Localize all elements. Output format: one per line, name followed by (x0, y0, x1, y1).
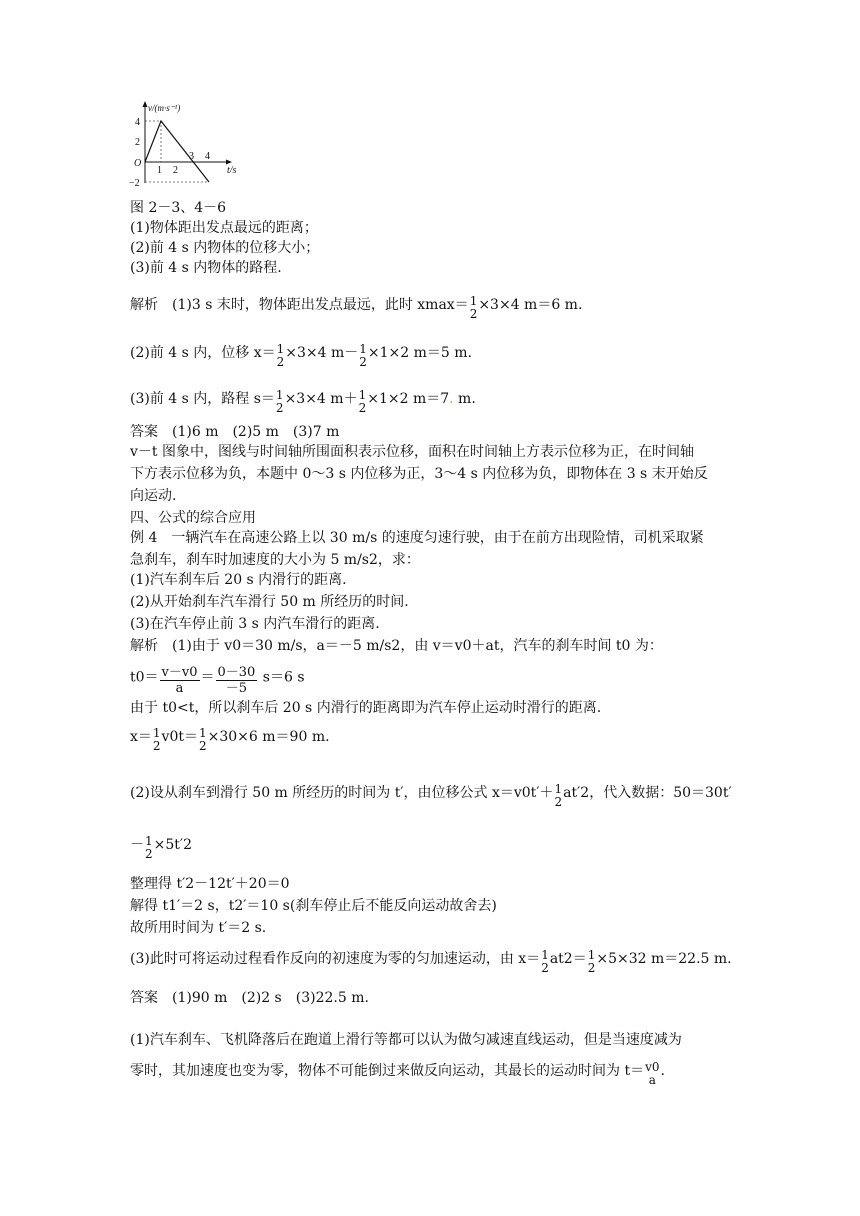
note-1-line-1: v－t 图象中，图线与时间轴所围面积表示位移，面积在时间轴上方表示位移为正，在时间轴 (130, 444, 694, 460)
note-1-line-3: 向运动. (130, 488, 177, 504)
y-axis-label: v/(m·s⁻¹) (148, 103, 181, 113)
note-1-line-2: 下方表示位移为负，本题中 0～3 s 内位移为正，3～4 s 内位移为负，即物体在 3 s 末开始反 (130, 466, 708, 482)
y-tick-neg2: −2 (129, 178, 140, 189)
y-tick-4: 4 (135, 117, 140, 128)
y-tick-2: 2 (135, 137, 140, 148)
t0-equation: t0＝ $\frac{v-v0}{a}$ ＝ $\frac{0-30}{-5}$ s＝6 s (130, 665, 305, 696)
x-equation: x＝ 1 2 v0t＝ 1 2 ×30×6 m＝90 m. (130, 726, 330, 753)
example-4-line-2: 急刹车，刹车时加速度的大小为 5 m/s2，求： (130, 552, 420, 568)
t0-note: 由于 t0<t，所以刹车后 20 s 内滑行的距离即为汽车停止运动时滑行的距离. (130, 700, 602, 716)
x-tick-4: 4 (205, 151, 210, 162)
solve-line: 解得 t1′＝2 s，t2′＝10 s(刹车停止后不能反向运动故舍去) (130, 898, 497, 914)
simplify-line: 整理得 t′2－12t′＋20＝0 (130, 876, 290, 892)
solution-3: (3)前 4 s 内，路程 s＝ 1 2 ×3×4 m＋ 1 2 ×1×2 m＝7. m. (130, 388, 476, 415)
example-4-question-3: (3)在汽车停止前 3 s 内汽车滑行的距离. (130, 616, 380, 632)
example-4-line-1: 例 4 一辆汽车在高速公路上以 30 m/s 的速度匀速行驶，由于在前方出现险情，司机采取紧 (130, 530, 704, 546)
question-1: (1)物体距出发点最远的距离； (130, 220, 318, 236)
note-2-line-1: (1)汽车刹车、飞机降落后在跑道上滑行等都可以认为做匀减速直线运动，但是当速度减为 (130, 1032, 682, 1048)
question-2: (2)前 4 s 内物体的位移大小； (130, 240, 320, 256)
solution-2: (2)前 4 s 内，位移 x＝ 1 2 ×3×4 m－ 1 2 ×1×2 m＝5 m. (130, 342, 473, 369)
answer-1: 答案 (1)6 m (2)5 m (3)7 m (130, 424, 340, 440)
note-2-line-2: 零时，其加速度也变为零，物体不可能倒过来做反向运动，其最长的运动时间为 t＝ v0 a . (130, 1060, 665, 1087)
part-2-line-1: (2)设从刹车到滑行 50 m 所经历的时间为 t′，由位移公式 x＝v0t′＋ 1 2 at′2，代入数据：50＝30t′ (130, 782, 732, 809)
section-heading: 四、公式的综合应用 (130, 510, 256, 526)
part-3: (3)此时可将运动过程看作反向的初速度为零的匀加速运动，由 x＝ 1 2 at2＝ 1 2 ×5×32 m＝22.5 m. (130, 948, 732, 975)
example-4-solution-1: 解析 (1)由于 v0＝30 m/s，a＝－5 m/s2，由 v＝v0＋at，汽车的刹车时间 t0 为： (130, 638, 663, 654)
solution-1: 解析 (1)3 s 末时，物体距出发点最远，此时 xmax＝ 1 2 ×3×4 m＝6 m. (130, 294, 583, 321)
conclusion-line: 故所用时间为 t′＝2 s. (130, 920, 267, 936)
figure-caption: 图 2－3、4－6 (130, 200, 227, 216)
origin-label: O (134, 158, 142, 169)
part-2-line-2: － 1 2 ×5t′2 (130, 834, 192, 861)
example-4-question-2: (2)从开始刹车汽车滑行 50 m 所经历的时间. (130, 594, 409, 610)
velocity-time-graph (128, 98, 258, 190)
x-tick-2: 2 (173, 165, 178, 176)
example-4-question-1: (1)汽车刹车后 20 s 内滑行的距离. (130, 572, 347, 588)
x-tick-3: 3 (189, 151, 194, 162)
question-3: (3)前 4 s 内物体的路程. (130, 260, 282, 276)
answer-2: 答案 (1)90 m (2)2 s (3)22.5 m. (130, 990, 369, 1006)
x-axis-label: t/s (227, 165, 237, 176)
x-tick-1: 1 (157, 165, 162, 176)
